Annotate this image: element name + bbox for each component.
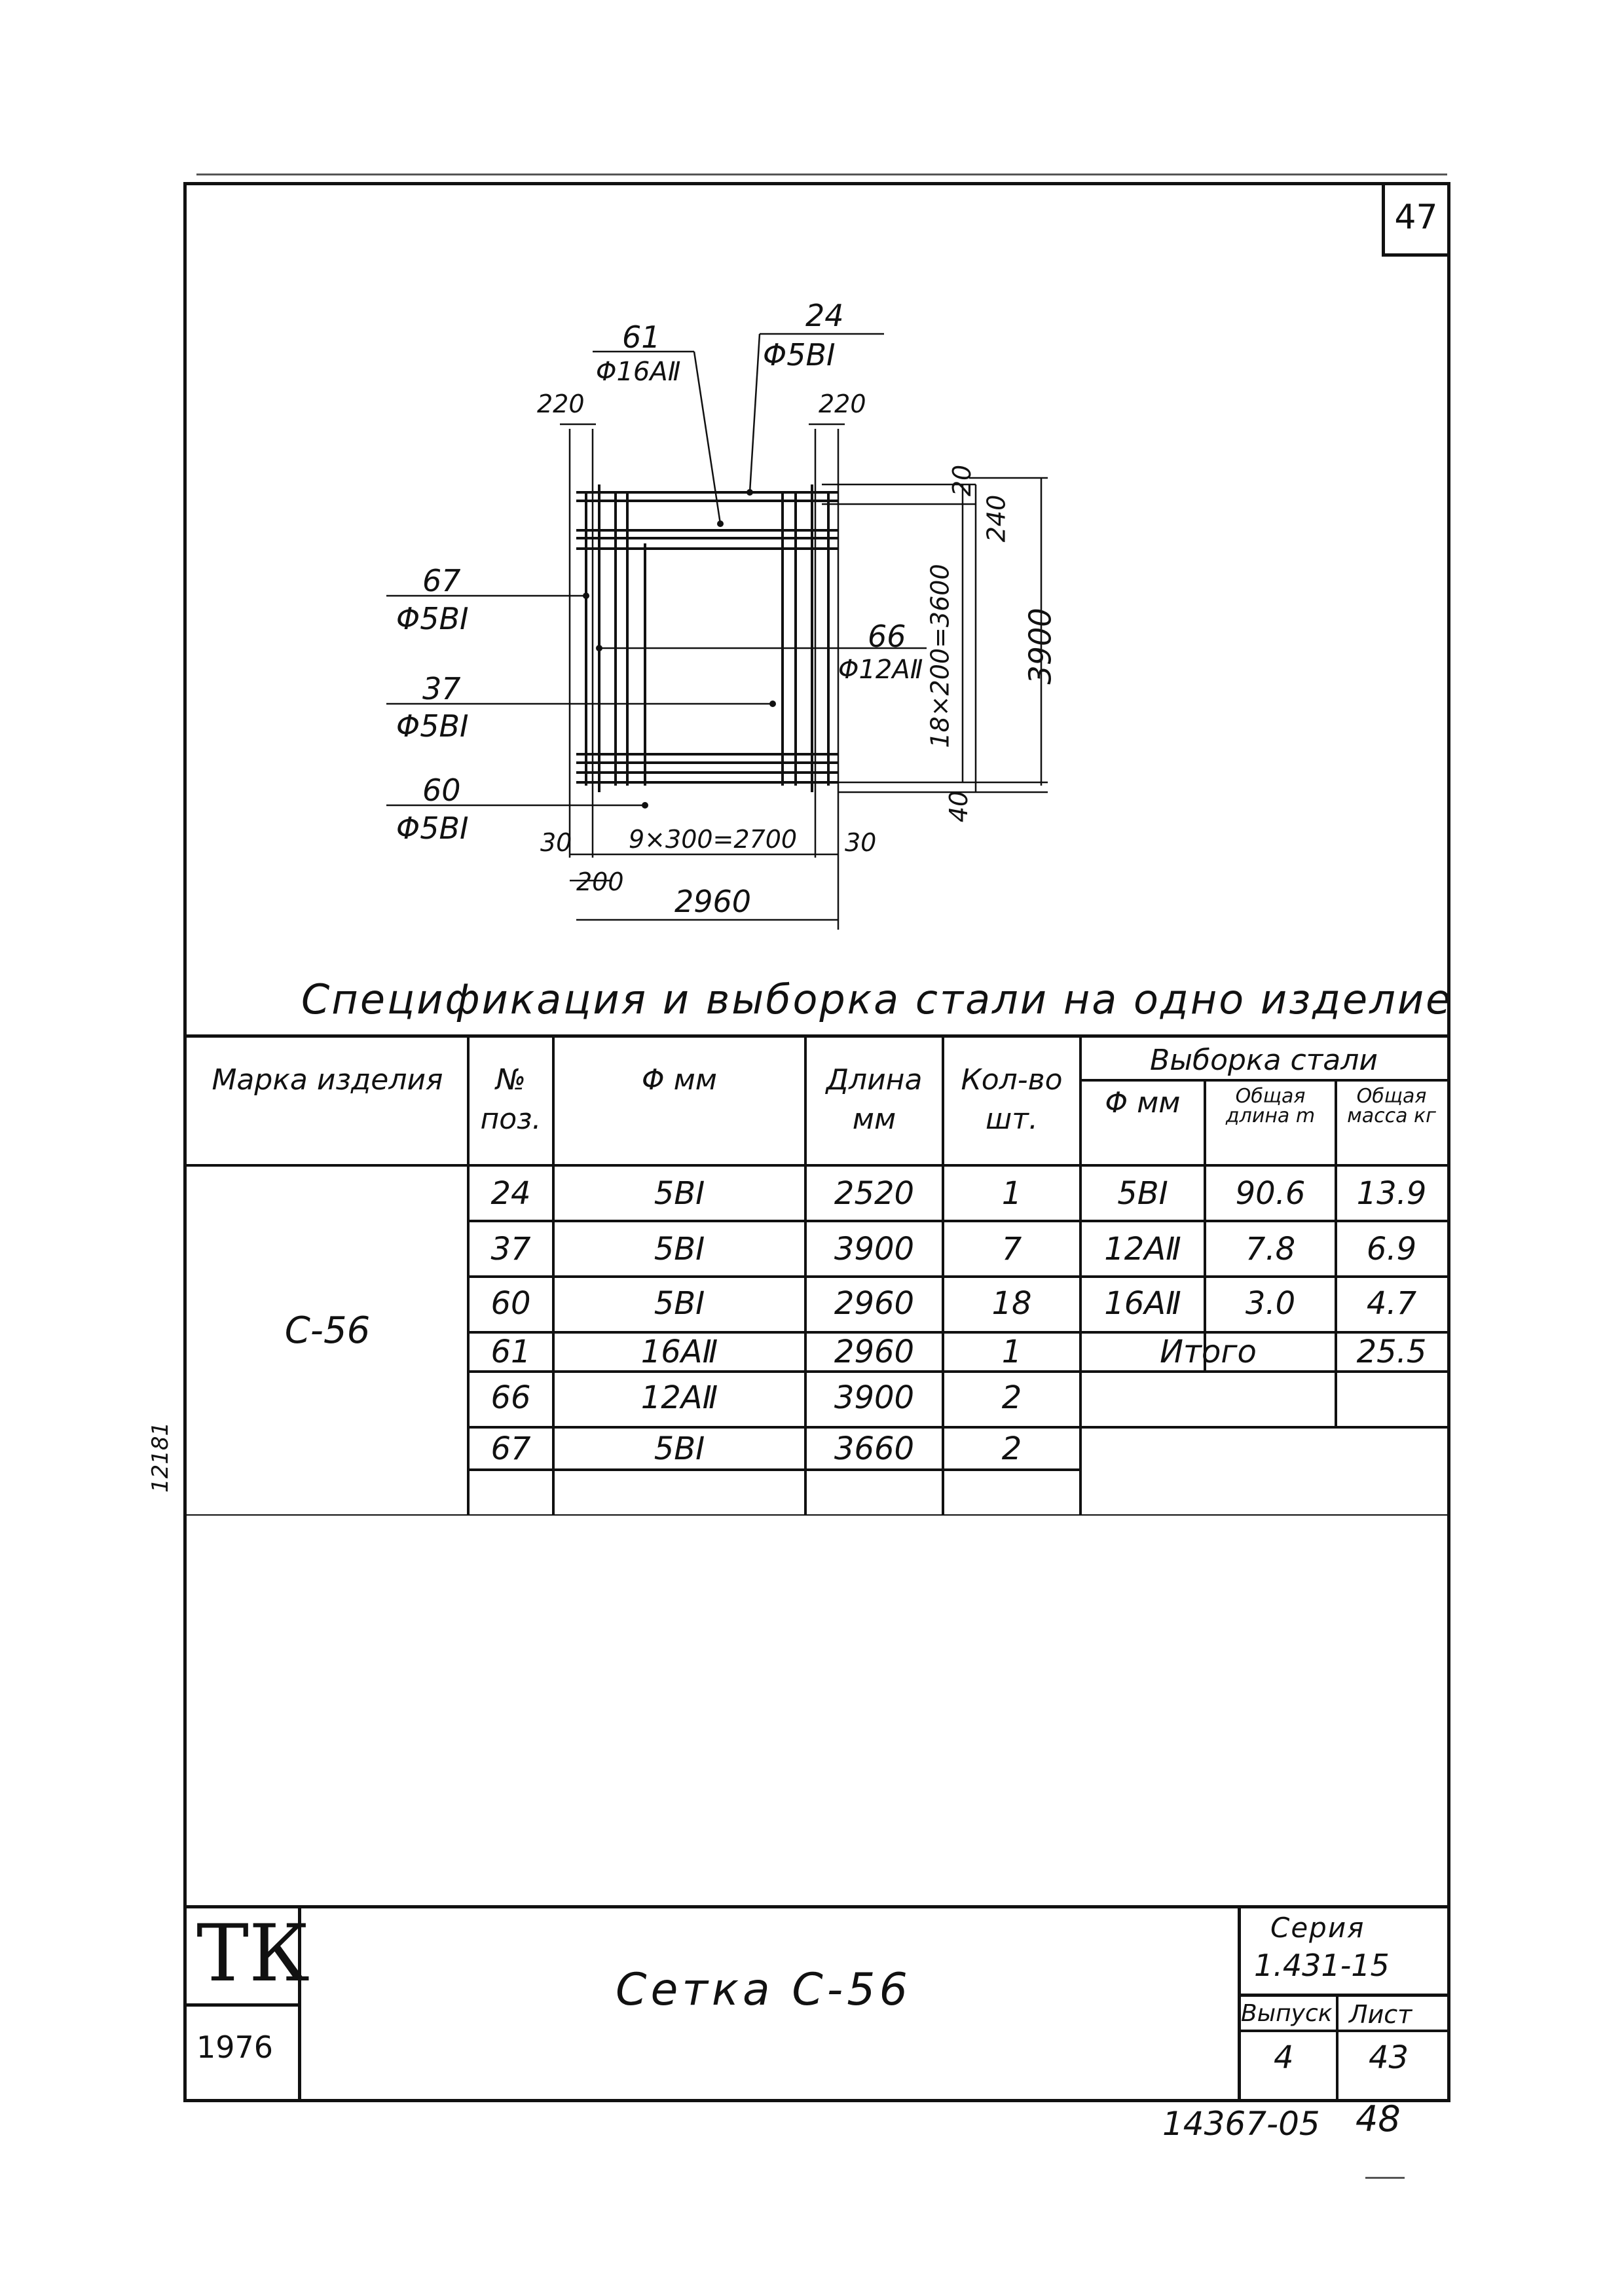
issue-value: 4 bbox=[1274, 2039, 1294, 2076]
row-1-pos: 24 bbox=[490, 1175, 531, 1212]
hdr-sel-dia: Φ мм bbox=[1105, 1086, 1181, 1120]
callout-24-spec: Φ5BⅠ bbox=[763, 337, 836, 373]
bottom-dash bbox=[1365, 2177, 1405, 2179]
row-6-length: 3660 bbox=[834, 1430, 915, 1467]
sel-3-length: 3.0 bbox=[1245, 1285, 1296, 1322]
sheet-number: 47 bbox=[1394, 198, 1438, 237]
row-6-pos: 67 bbox=[490, 1430, 531, 1467]
callout-24-pos: 24 bbox=[805, 298, 844, 333]
callout-37-spec: Φ5BⅠ bbox=[396, 708, 469, 744]
row-3-qty: 18 bbox=[991, 1285, 1032, 1322]
row-3-pos: 60 bbox=[490, 1285, 531, 1322]
dim-horiz-pitch: 9×300=2700 bbox=[629, 825, 798, 854]
callout-61-pos: 61 bbox=[622, 319, 661, 355]
sel-1-dia: 5BⅠ bbox=[1117, 1175, 1168, 1212]
issue-value-rule bbox=[1238, 2030, 1447, 2032]
hdr-mark: Марка изделия bbox=[212, 1063, 443, 1097]
row-1-length: 2520 bbox=[834, 1175, 915, 1212]
product-name: Сетка С-56 bbox=[616, 1964, 912, 2016]
year: 1976 bbox=[196, 2030, 274, 2065]
row-6-qty: 2 bbox=[1001, 1430, 1022, 1467]
row-5-dia: 12AⅡ bbox=[640, 1379, 718, 1416]
row-2-qty: 7 bbox=[1001, 1231, 1022, 1267]
callout-66-pos: 66 bbox=[868, 619, 906, 654]
issue-col-divider bbox=[1336, 1994, 1338, 2102]
series-value: 1.431-15 bbox=[1254, 1948, 1390, 1983]
row-5-qty: 2 bbox=[1001, 1379, 1022, 1416]
sel-3-dia: 16AⅡ bbox=[1104, 1285, 1181, 1322]
sel-2-length: 7.8 bbox=[1245, 1231, 1296, 1267]
dim-220-left: 220 bbox=[537, 390, 585, 418]
sel-2-mass: 6.9 bbox=[1366, 1231, 1417, 1267]
dim-30-left: 30 bbox=[540, 828, 572, 857]
row-1-qty: 1 bbox=[1001, 1175, 1022, 1212]
series-label: Серия bbox=[1270, 1912, 1365, 1944]
order-number: 14367-05 bbox=[1162, 2105, 1320, 2143]
callout-37-pos: 37 bbox=[422, 671, 461, 706]
row-3-dia: 5BⅠ bbox=[654, 1285, 705, 1322]
hdr-dia: Φ мм bbox=[641, 1063, 717, 1097]
hdr-sel-mass: Общая масса кг bbox=[1347, 1085, 1436, 1127]
mesh-drawing bbox=[0, 0, 1624, 982]
total-value: 25.5 bbox=[1356, 1334, 1427, 1370]
dim-220-right: 220 bbox=[819, 390, 866, 418]
hdr-selection: Выборка стали bbox=[1150, 1044, 1378, 1077]
row-4-length: 2960 bbox=[834, 1334, 915, 1370]
row-5-pos: 66 bbox=[490, 1379, 531, 1416]
spec-table bbox=[187, 1038, 1447, 1516]
row-2-dia: 5BⅠ bbox=[654, 1231, 705, 1267]
org-logo: ТК bbox=[196, 1908, 310, 1999]
callout-67-spec: Φ5BⅠ bbox=[396, 601, 469, 636]
dim-2960: 2960 bbox=[674, 884, 752, 919]
page-number: 48 bbox=[1356, 2098, 1401, 2140]
sheet-label: Лист bbox=[1349, 2000, 1412, 2029]
row-4-qty: 1 bbox=[1001, 1334, 1022, 1370]
total-label: Итого bbox=[1160, 1334, 1257, 1370]
mark-value: С-56 bbox=[284, 1309, 371, 1352]
sel-3-mass: 4.7 bbox=[1366, 1285, 1417, 1322]
row-6-dia: 5BⅠ bbox=[654, 1430, 705, 1467]
issue-label: Выпуск bbox=[1241, 2000, 1333, 2027]
hdr-sel-length: Общая длина m bbox=[1225, 1085, 1316, 1127]
sel-1-length: 90.6 bbox=[1235, 1175, 1306, 1212]
callout-60-pos: 60 bbox=[422, 773, 461, 808]
callout-66-spec: Φ12AⅡ bbox=[838, 655, 923, 685]
side-stamp: 12181 bbox=[147, 1421, 174, 1493]
callout-60-spec: Φ5BⅠ bbox=[396, 811, 469, 846]
callout-67-pos: 67 bbox=[422, 563, 461, 598]
row-2-length: 3900 bbox=[834, 1231, 915, 1267]
hdr-pos: № поз. bbox=[480, 1063, 542, 1136]
dim-3900: 3900 bbox=[1022, 608, 1058, 685]
row-3-length: 2960 bbox=[834, 1285, 915, 1322]
callout-61-spec: Φ16AⅡ bbox=[596, 357, 681, 387]
hdr-length: Длина мм bbox=[826, 1063, 923, 1136]
dim-200: 200 bbox=[576, 867, 624, 896]
dim-vert-pitch: 18×200=3600 bbox=[925, 564, 955, 748]
title-block-org-divider bbox=[187, 2003, 301, 2007]
sheet-value: 43 bbox=[1369, 2039, 1409, 2076]
dim-30-right: 30 bbox=[845, 828, 877, 857]
sel-2-dia: 12AⅡ bbox=[1104, 1231, 1181, 1267]
issue-row-rule bbox=[1238, 1994, 1447, 1997]
row-4-dia: 16AⅡ bbox=[640, 1334, 718, 1370]
row-2-pos: 37 bbox=[490, 1231, 531, 1267]
hdr-qty: Кол-во шт. bbox=[961, 1063, 1063, 1136]
dim-240: 240 bbox=[982, 494, 1011, 543]
row-4-pos: 61 bbox=[490, 1334, 531, 1370]
row-1-dia: 5BⅠ bbox=[654, 1175, 705, 1212]
dim-20: 20 bbox=[948, 464, 977, 497]
sel-1-mass: 13.9 bbox=[1356, 1175, 1427, 1212]
row-5-length: 3900 bbox=[834, 1379, 915, 1416]
dim-40: 40 bbox=[944, 790, 974, 823]
spec-title: Спецификация и выборка стали на одно изделие bbox=[301, 975, 1453, 1023]
